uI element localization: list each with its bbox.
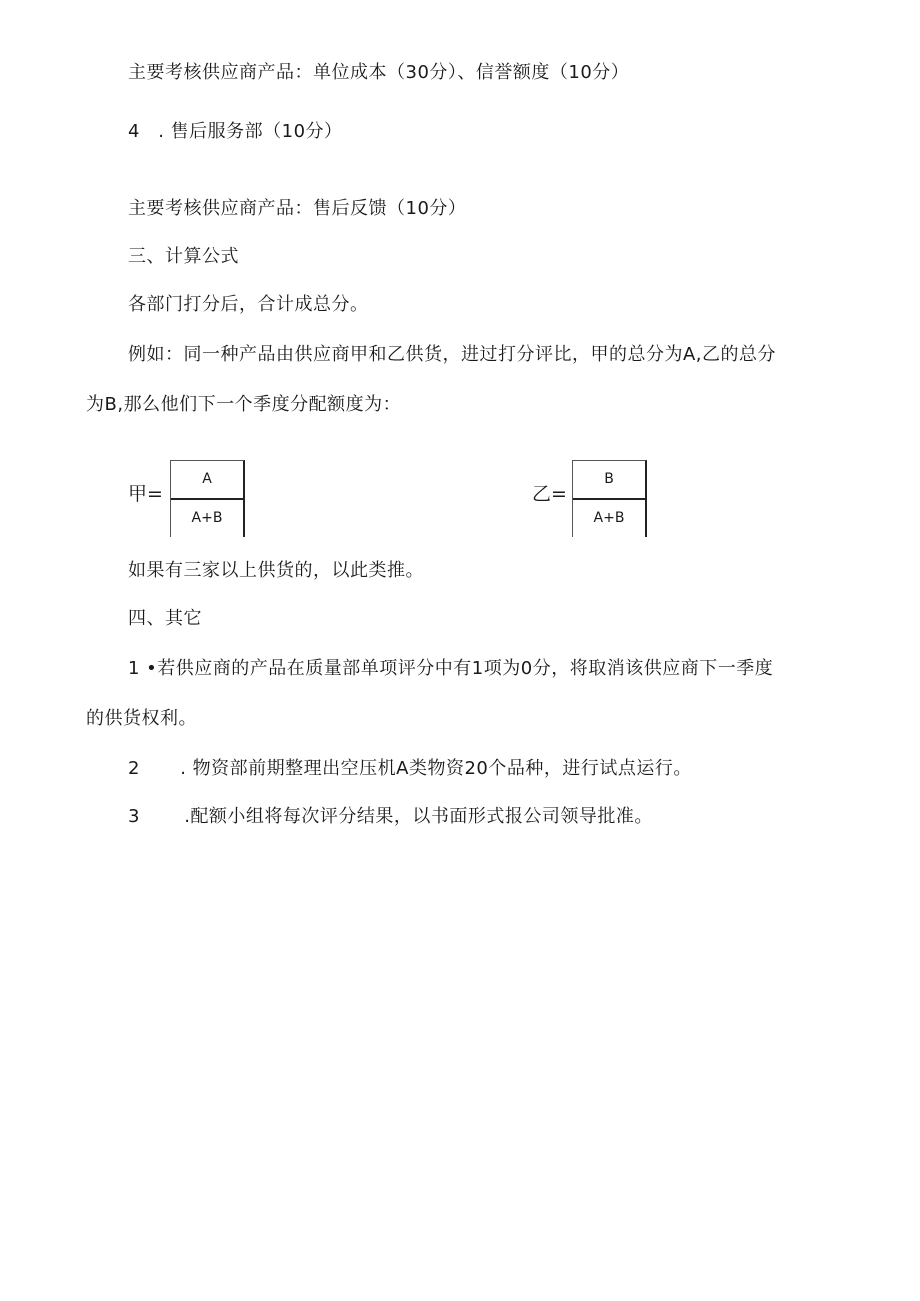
paragraph-example-line1: 例如：同一种产品由供应商甲和乙供货，进过打分评比，甲的总分为A,乙的总分	[128, 344, 777, 365]
criteria-line-feedback: 主要考核供应商产品：售后反馈（10分）	[128, 198, 467, 219]
item-text: . 物资部前期整理出空压机A类物资20个品种，进行试点运行。	[180, 758, 692, 779]
paragraph-more-suppliers: 如果有三家以上供货的，以此类推。	[128, 560, 424, 581]
fraction-denominator: A+B	[171, 498, 243, 536]
formula-label: 乙=	[532, 483, 567, 505]
item-number: 4	[128, 121, 140, 142]
item-text: . 售后服务部（10分）	[158, 121, 343, 142]
formula-jia	[128, 460, 248, 538]
fraction-box	[170, 460, 245, 537]
item-text: .配额小组将每次评分结果，以书面形式报公司领导批准。	[184, 806, 653, 827]
fraction-box	[572, 460, 647, 537]
fraction-numerator: B	[604, 471, 614, 487]
fraction-denominator: A+B	[573, 498, 645, 536]
section-item-after-sales	[128, 120, 343, 144]
other-item-3	[128, 805, 653, 829]
paragraph-total-score: 各部门打分后，合计成总分。	[128, 294, 369, 315]
other-item-1-line2: 的供货权利。	[86, 708, 197, 729]
formula-label: 甲=	[128, 483, 163, 505]
item-number: 3	[128, 806, 140, 827]
other-item-1-line1: 1 •若供应商的产品在质量部单项评分中有1项为0分，将取消该供应商下一季度	[128, 658, 774, 679]
other-item-2	[128, 757, 692, 781]
section-heading-other: 四、其它	[128, 608, 202, 629]
section-heading-formula: 三、计算公式	[128, 246, 239, 267]
paragraph-example-line2: 为B,那么他们下一个季度分配额度为：	[86, 394, 402, 415]
criteria-line-cost-credit: 主要考核供应商产品：单位成本（30分）、信誉额度（10分）	[128, 62, 630, 83]
item-number: 2	[128, 758, 140, 779]
fraction-numerator: A	[202, 471, 212, 487]
formula-yi	[532, 460, 652, 538]
